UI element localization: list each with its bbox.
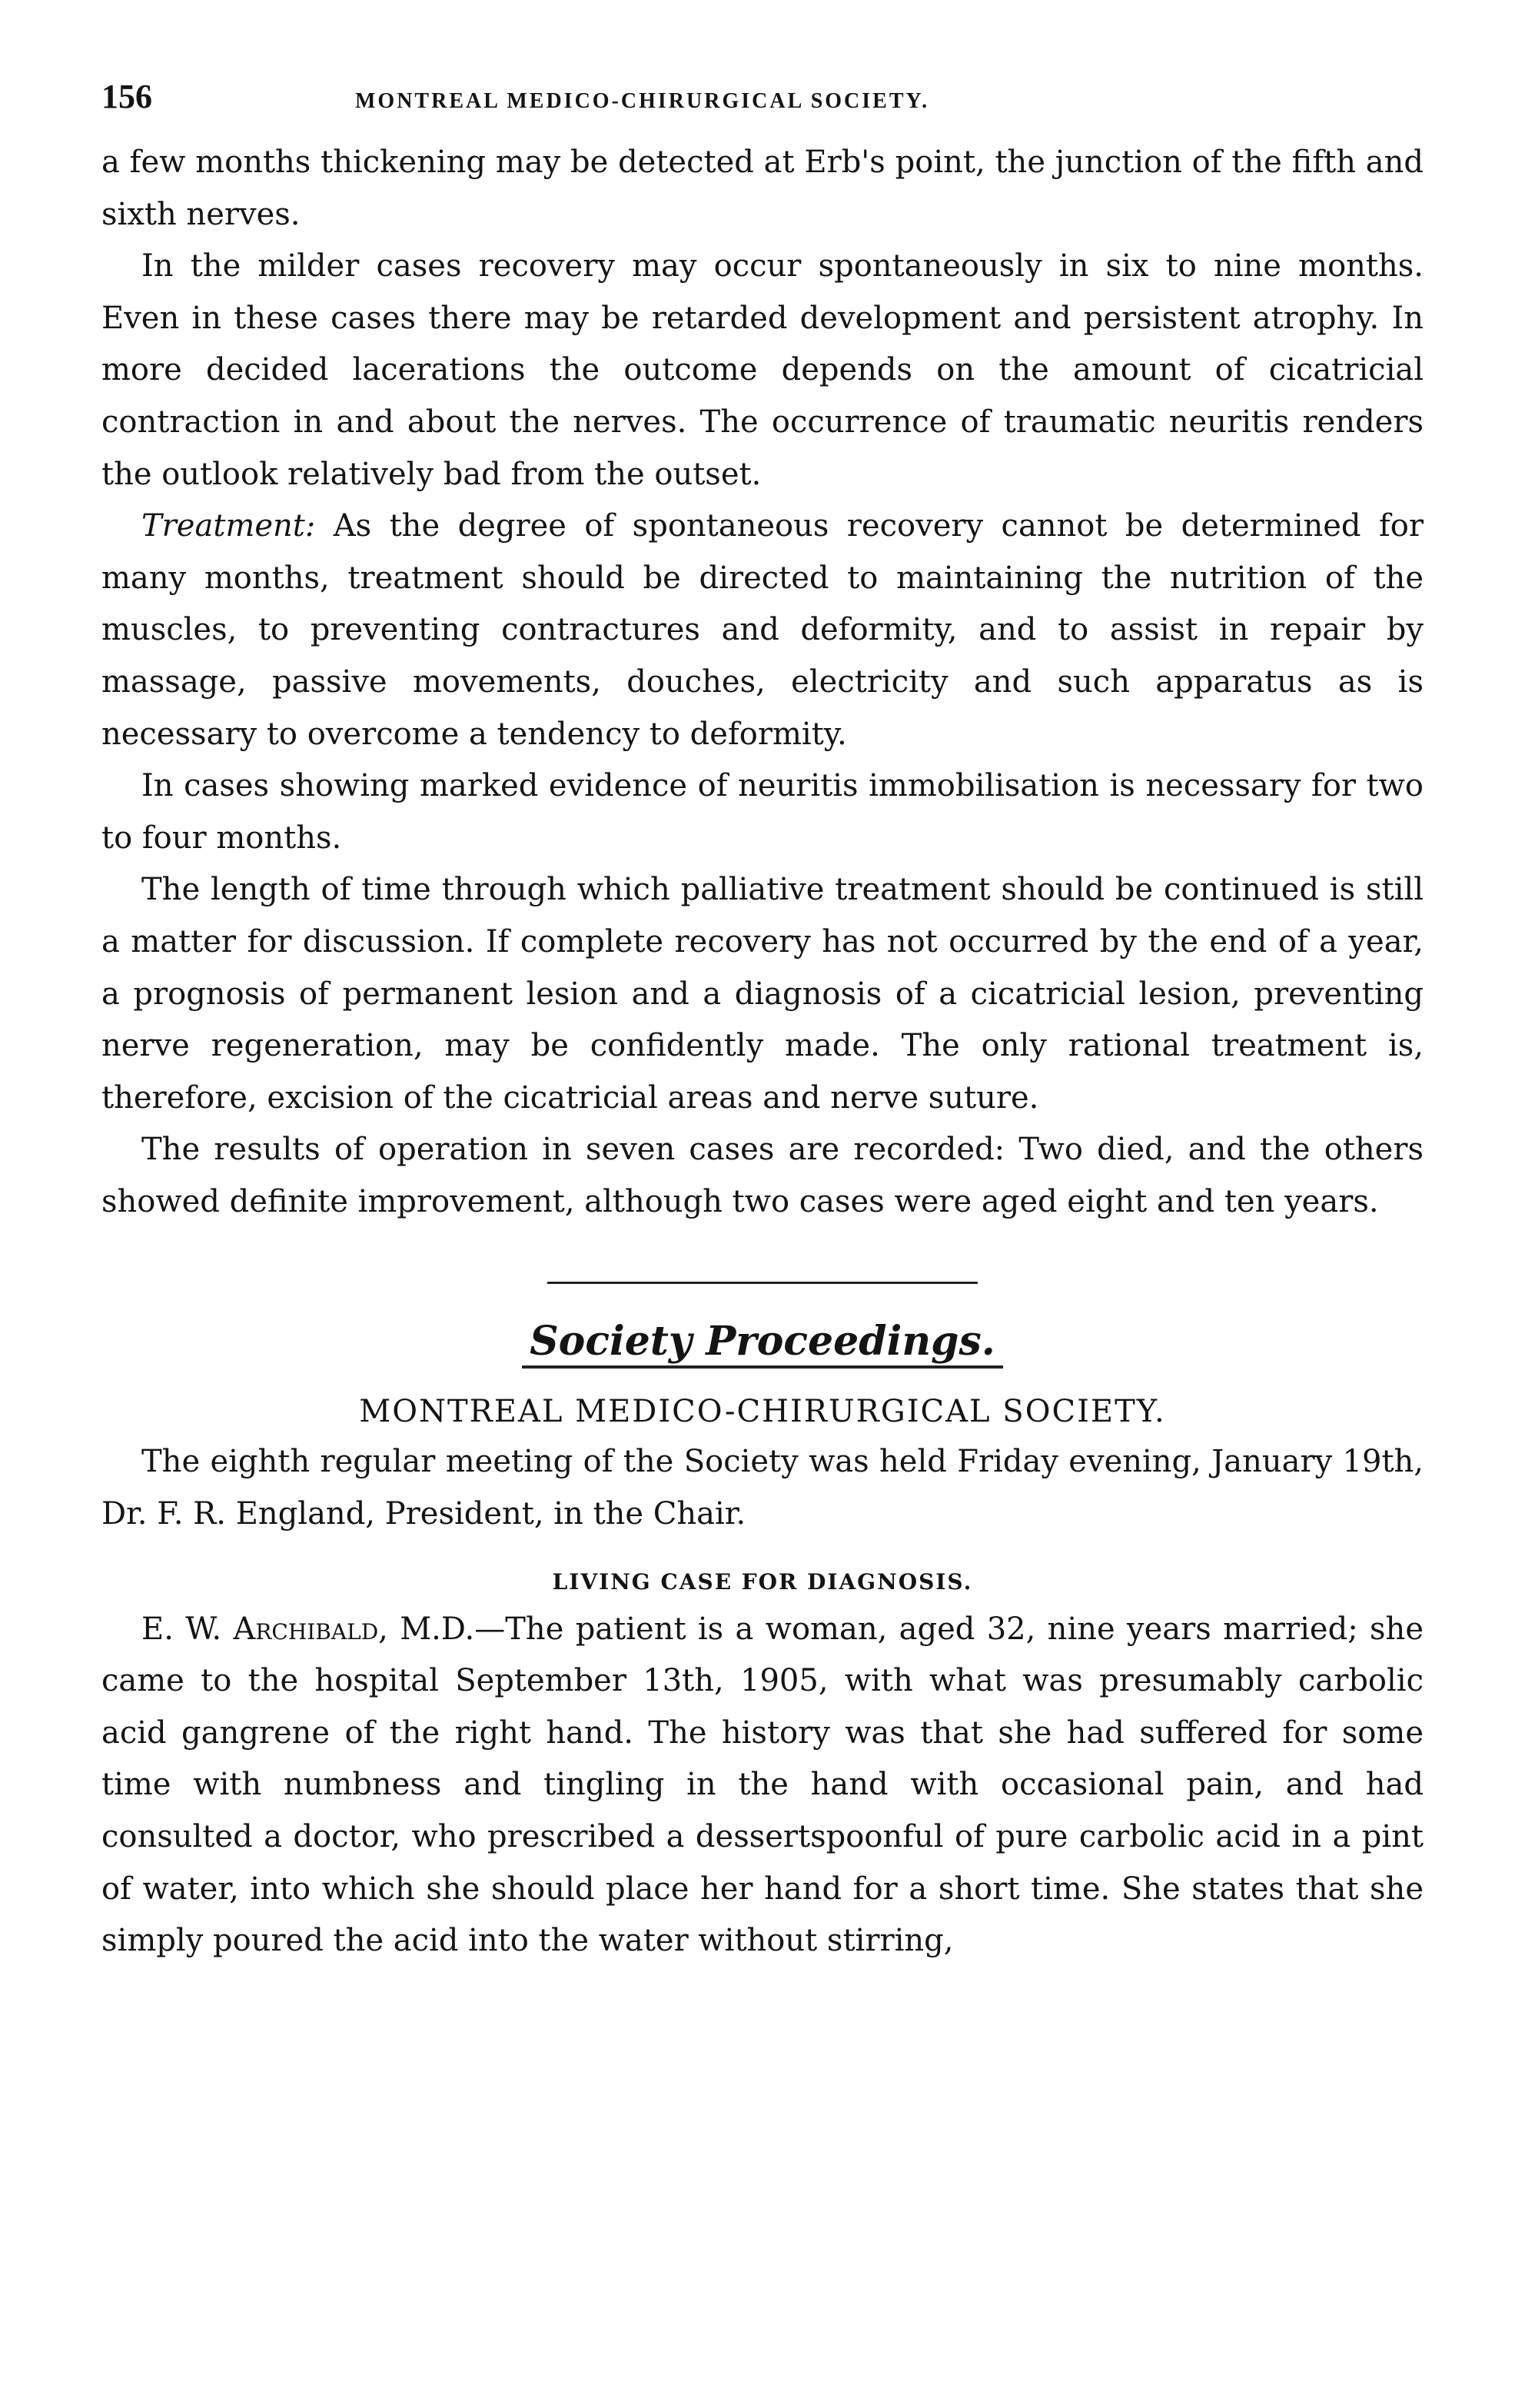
page-number: 156 xyxy=(101,78,152,115)
society-name: MONTREAL MEDICO-CHIRURGICAL SOCIETY. xyxy=(359,1394,1166,1430)
paragraph-case xyxy=(101,1604,1424,1967)
paragraph-treatment xyxy=(101,501,1424,760)
paragraph-palliative: The length of time through which palliative treatment should be continued is still a matter for discussion. If complete recovery has not occurred by the end of a year, a prognosis of permanent lesion and a diagnosis of a cicatricial lesion, preventing nerve regeneration, may be confidently made. The only rational treatment is, therefore, excision of the cicatricial areas and nerve suture. xyxy=(101,872,1424,1116)
paragraph-erbs-point: a few months thickening may be detected at Erb's point, the junction of the fifth and sixth nerves. xyxy=(101,145,1424,232)
proceedings-heading xyxy=(101,1313,1424,1370)
paragraph-results: The results of operation in seven cases are recorded: Two died, and the others showed definite improvement, although two cases were aged eight and ten years. xyxy=(101,1132,1424,1219)
section-divider xyxy=(547,1282,978,1284)
document-page xyxy=(101,77,1424,1967)
case-author: E. W. Archibald, M.D. xyxy=(141,1611,475,1647)
running-head xyxy=(101,77,1424,123)
article-continuation xyxy=(101,137,1424,1228)
case-section-heading: LIVING CASE FOR DIAGNOSIS. xyxy=(552,1568,973,1595)
running-title: MONTREAL MEDICO-CHIRURGICAL SOCIETY. xyxy=(355,89,930,113)
treatment-label: Treatment: xyxy=(141,508,316,544)
paragraph-milder-cases: In the milder cases recovery may occur spontaneously in six to nine months. Even in these cases there may be retarded development and persistent atrophy. In more decided lacerations the outcome depends on the amount of cicatricial contraction in and about the nerves. The occurrence of traumatic neuritis renders the outlook relatively bad from the outset. xyxy=(101,248,1424,492)
case-text: —The patient is a woman, aged 32, nine years married; she came to the hospital September 13th, 1905, with what was presumably carbolic acid gangrene of the right hand. The history was that she had suffered for some time with numbness and tingling in the hand with occasional pain, and had consulted a doctor, who prescribed a dessertspoonful of pure carbolic acid in a pint of water, into which she should place her hand for a short time. She states that she simply poured the acid into the water without stirring, xyxy=(101,1611,1424,1959)
paragraph-neuritis: In cases showing marked evidence of neuritis immobilisation is necessary for two to four months. xyxy=(101,768,1424,856)
proceedings-heading-text: Society Proceedings. xyxy=(522,1318,1003,1369)
treatment-text: As the degree of spontaneous recovery cannot be determined for many months, treatment should be directed to maintaining the nutrition of the muscles, to preventing contractures and deformity, and to assist in repair by massage, passive movements, douches, electricity and such apparatus as is necessary to overcome a tendency to deformity. xyxy=(101,508,1424,752)
paragraph-meeting: The eighth regular meeting of the Society was held Friday evening, January 19th, Dr. F. R. England, President, in the Chair. xyxy=(101,1444,1424,1532)
